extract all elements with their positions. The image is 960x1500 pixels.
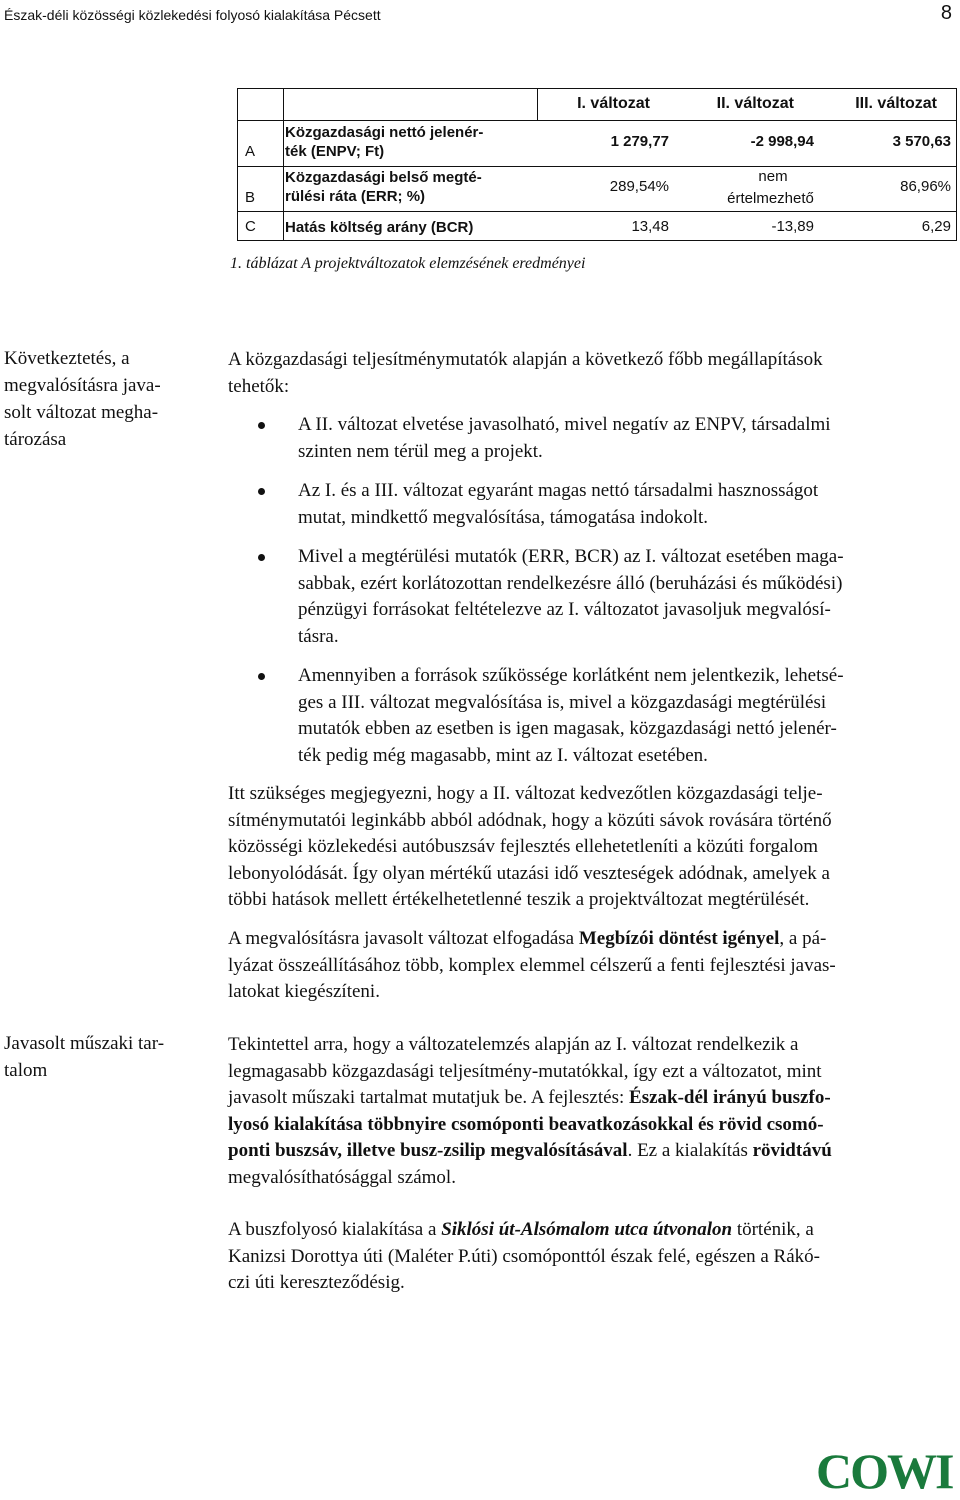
technical-paragraph bbox=[228, 1032, 946, 1191]
emphasis-text: Észak-dél irányú buszfo- bbox=[629, 1087, 831, 1108]
column-header-1: I. változat bbox=[577, 95, 650, 112]
text-line: latokat kiegészíteni. bbox=[228, 981, 380, 1002]
text-line: sítménymutatói leginkább abból adódnak, hogy a közúti sávok rovására történő bbox=[228, 809, 832, 831]
text-line: sabbak, ezért korlátozottan rendelkezésre álló (beruházási és működési) bbox=[298, 572, 843, 594]
row-label-line: Közgazdasági belső megté- bbox=[285, 169, 482, 186]
emphasis-text: ponti buszsáv, illetve busz-zsilip megvalósításával bbox=[228, 1140, 628, 1161]
text-line bbox=[228, 1085, 946, 1112]
text-line bbox=[228, 1138, 946, 1165]
cell-b-2 bbox=[667, 166, 814, 210]
emphasis-text: Siklósi út-Alsómalom utca útvonalon bbox=[441, 1219, 733, 1240]
emphasis-text: lyosó kialakítása többnyire csomóponti beavatkozásokkal és rövid csomó- bbox=[228, 1113, 824, 1135]
side-label-line: solt változat megha- bbox=[4, 402, 159, 423]
note-paragraph bbox=[228, 781, 946, 914]
text-line: pénzügyi forrásokat feltételezve az I. változatot javasoljuk megvalósí- bbox=[298, 599, 831, 620]
cell-b-3: 86,96% bbox=[900, 178, 951, 195]
cell-b-2-line: értelmezhető bbox=[727, 190, 814, 207]
bullet-icon bbox=[258, 554, 265, 561]
column-header-3: III. változat bbox=[855, 95, 937, 112]
text-line: tásra. bbox=[298, 625, 339, 647]
text-run: javasolt műszaki tartalmat mutatjuk be. A fejlesztés: bbox=[228, 1087, 630, 1108]
text-line: A közgazdasági teljesítménymutatók alapján a következő főbb megállapítások bbox=[228, 349, 823, 370]
side-label-line: Következtetés, a bbox=[4, 348, 130, 369]
text-line bbox=[228, 1217, 946, 1244]
cell-b-1: 289,54% bbox=[609, 178, 669, 195]
text-line: Az I. és a III. változat egyaránt magas nettó társadalmi hasznosságot bbox=[298, 480, 819, 501]
row-label-line: rülési ráta (ERR; %) bbox=[285, 188, 426, 205]
text-line bbox=[228, 1112, 946, 1139]
emphasis-text: rövidtávú bbox=[752, 1140, 832, 1161]
text-line: Mivel a megtérülési mutatók (ERR, BCR) az I. változat esetében maga- bbox=[298, 546, 844, 567]
text-line: ték pedig még magasabb, mint az I. változat esetében. bbox=[298, 744, 708, 766]
text-line: Tekintettel arra, hogy a változatelemzés alapján az I. változat rendelkezik a bbox=[228, 1034, 799, 1055]
row-id-b: B bbox=[245, 189, 256, 206]
bullet-icon bbox=[258, 422, 265, 429]
logo-text: COWI bbox=[816, 1443, 953, 1499]
text-run: . Ez a kialakítás bbox=[627, 1140, 753, 1161]
text-line: megvalósíthatósággal számol. bbox=[228, 1166, 456, 1188]
row-label-bcr: Hatás költség arány (BCR) bbox=[285, 219, 474, 236]
row-label-line: Közgazdasági nettó jelenér- bbox=[285, 124, 484, 141]
side-label-line: Javasolt műszaki tar- bbox=[4, 1033, 165, 1054]
text-run: A buszfolyosó kialakítása a bbox=[228, 1219, 442, 1240]
text-line: mutatók ebben az esetben is igen magasak, közgazdasági nettó jelenér- bbox=[298, 718, 837, 739]
cell-c-3: 6,29 bbox=[921, 218, 951, 235]
intro-paragraph bbox=[228, 347, 946, 400]
side-label-line: tározása bbox=[4, 429, 67, 450]
side-label-technical bbox=[4, 1030, 209, 1084]
text-run: A megvalósításra javasolt változat elfogadása bbox=[228, 928, 579, 949]
text-line: tehetők: bbox=[228, 375, 290, 397]
text-line: legmagasabb közgazdasági teljesítmény-mutatókkal, így ezt a változatot, mint bbox=[228, 1060, 822, 1082]
text-run: történik, a bbox=[732, 1219, 814, 1240]
side-label-line: talom bbox=[4, 1060, 48, 1081]
bullet-icon bbox=[258, 488, 265, 495]
cell-a-1: 1 279,77 bbox=[610, 133, 669, 150]
bullet-icon bbox=[258, 673, 265, 680]
table-caption: 1. táblázat A projektváltozatok elemzésének eredményei bbox=[230, 255, 586, 272]
cowi-logo bbox=[816, 1443, 953, 1499]
page-number: 8 bbox=[940, 2, 952, 24]
text-line: lebonyolódását. Így olyan mértékű utazási idő veszteségek adódnak, amelyek a bbox=[228, 862, 830, 884]
text-line: szinten nem térül meg a projekt. bbox=[298, 440, 543, 462]
text-run: , a pá- bbox=[779, 928, 827, 949]
route-paragraph bbox=[228, 1217, 946, 1297]
text-line: A II. változat elvetése javasolható, mivel negatív az ENPV, társadalmi bbox=[298, 414, 831, 435]
cell-c-2: -13,89 bbox=[771, 218, 814, 235]
cell-a-3: 3 570,63 bbox=[892, 133, 951, 150]
cell-c-1: 13,48 bbox=[631, 218, 669, 235]
text-line bbox=[228, 926, 946, 953]
text-line: Kanizsi Dorottya úti (Maléter P.úti) csomóponttól észak felé, egészen a Rákó- bbox=[228, 1245, 820, 1267]
text-line: mutat, mindkettő megvalósítása, támogatása indokolt. bbox=[298, 506, 709, 528]
side-label-line: megvalósításra java- bbox=[4, 375, 161, 396]
text-line: Amennyiben a források szűkössége korlátként nem jelentkezik, lehetsé- bbox=[298, 665, 844, 686]
column-header-2: II. változat bbox=[716, 95, 794, 112]
text-line: lyázat összeállításához több, komplex elemmel célszerű a fenti fejlesztési javas- bbox=[228, 954, 836, 976]
text-line: közösségi közlekedési autóbuszsáv fejlesztés ellehetetleníti a közúti forgalom bbox=[228, 836, 819, 857]
text-line: ges a III. változat megvalósítása is, mivel a közgazdasági megtérülési bbox=[298, 691, 827, 713]
text-line: Itt szükséges megjegyezni, hogy a II. változat kedvezőtlen közgazdasági telje- bbox=[228, 783, 823, 804]
cell-a-2: -2 998,94 bbox=[750, 133, 814, 150]
side-label-conclusion bbox=[4, 345, 209, 453]
row-id-a: A bbox=[245, 143, 256, 160]
text-line: czi úti kereszteződésig. bbox=[228, 1272, 405, 1293]
text-line: többi hatások mellett értékelhetetlenné teszik a projektváltozat megtérülését. bbox=[228, 889, 810, 910]
decision-paragraph bbox=[228, 926, 946, 1006]
row-label-line: ték (ENPV; Ft) bbox=[285, 143, 385, 160]
emphasis-text: Megbízói döntést igényel bbox=[578, 928, 780, 949]
cell-b-2-line: nem bbox=[758, 168, 788, 185]
row-id-c: C bbox=[245, 218, 256, 235]
document-title: Észak-déli közösségi közlekedési folyosó kialakítása Pécsett bbox=[4, 7, 381, 23]
